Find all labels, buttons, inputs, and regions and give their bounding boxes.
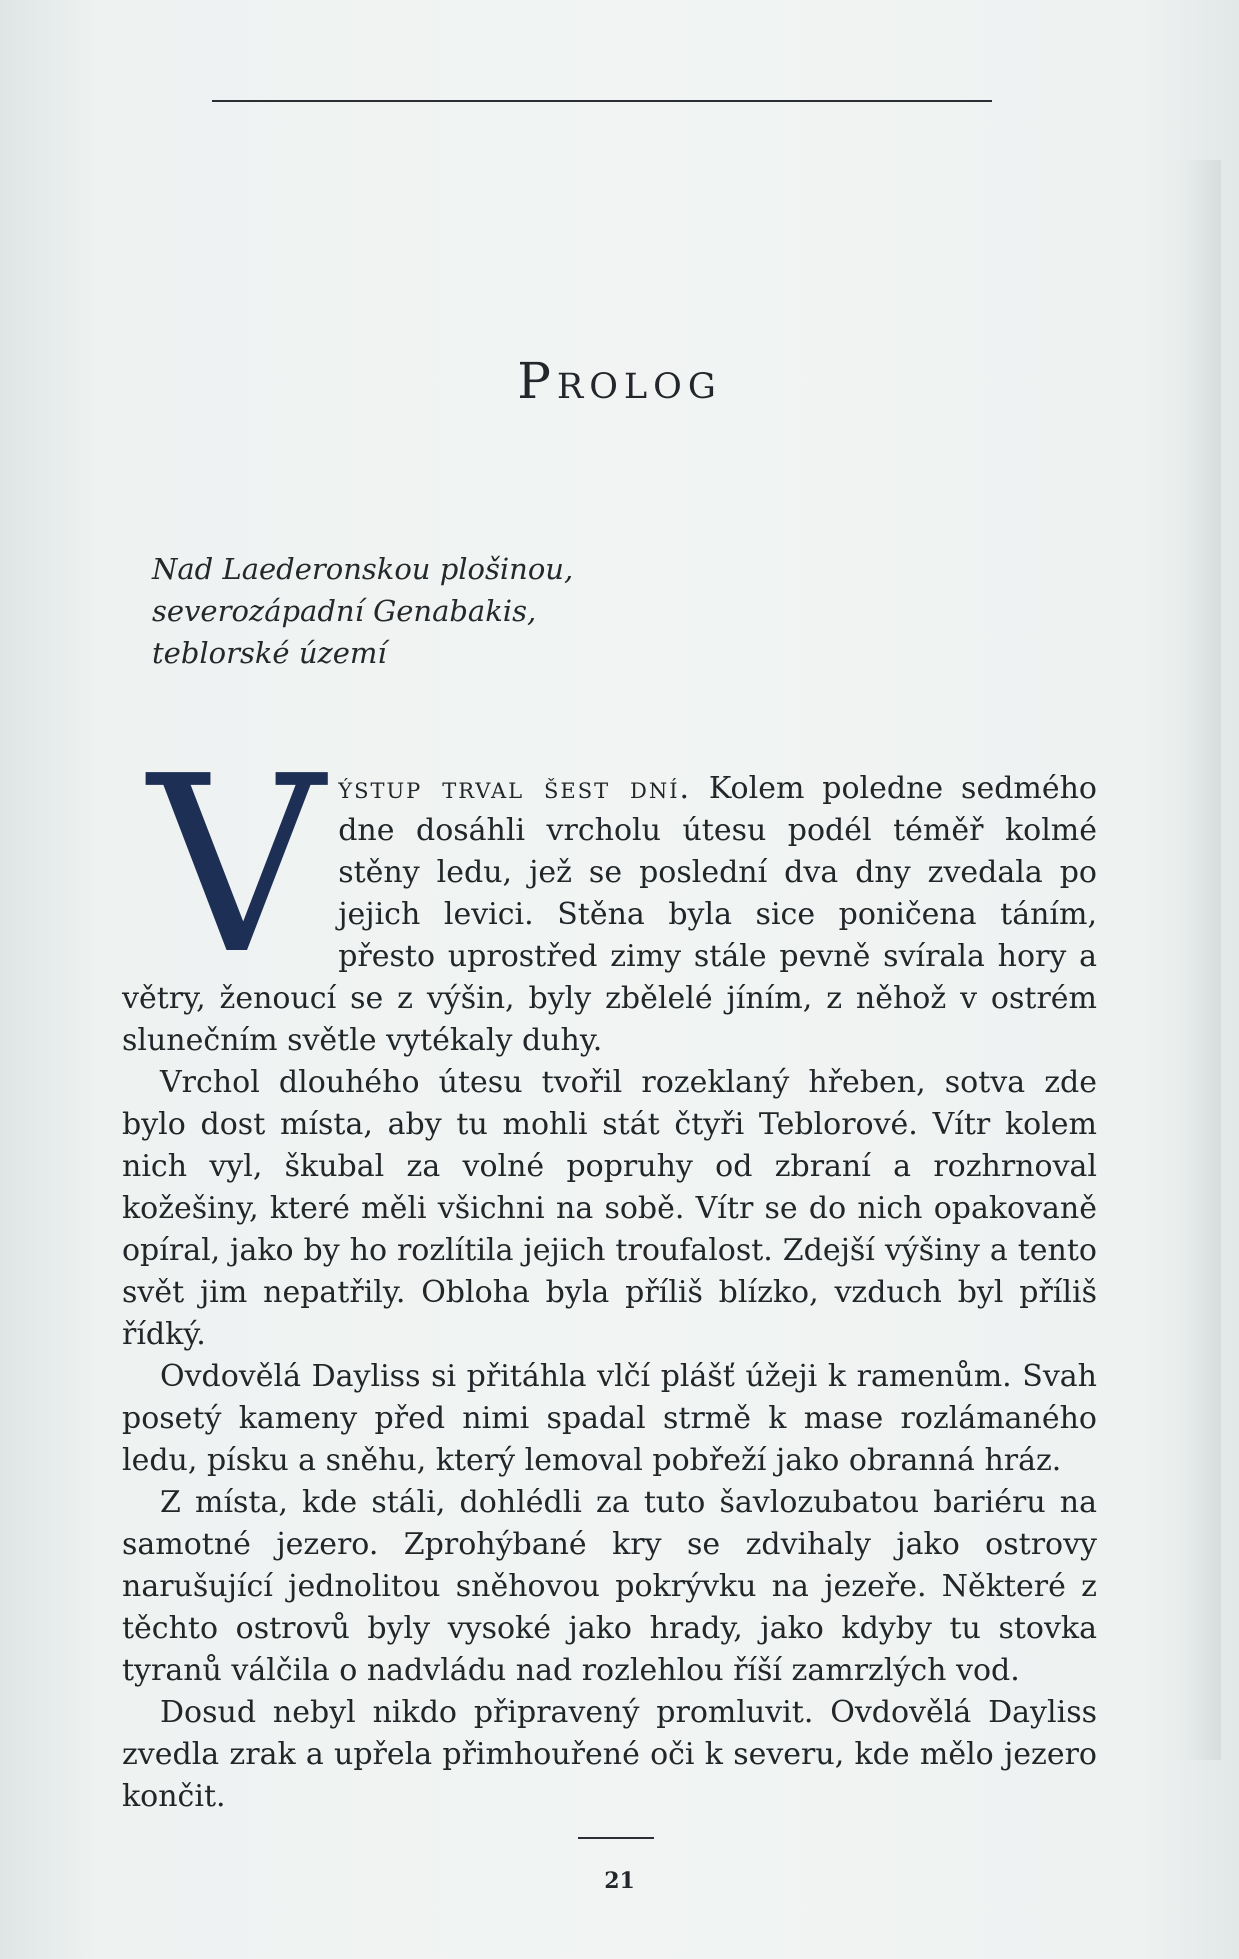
epigraph-line: Nad Laederonskou plošinou, xyxy=(152,552,574,586)
paragraph-4: Z místa, kde stáli, dohlédli za tuto šavlozubatou bariéru na samotné jezero. Zprohýbané kry se zdvihaly jako ostrovy narušující jednolitou sněhovou pokrývku na jezeře. Některé z těchto ostrovů byly vysoké jako hrady, jako kdyby tu stovka tyranů válčila o nadvládu nad rozlehlou říší zamrzlých vod. xyxy=(122,1485,1097,1688)
footer-rule xyxy=(578,1837,654,1839)
chapter-body xyxy=(122,724,1097,1818)
chapter-title: Prolog xyxy=(517,352,722,410)
epigraph xyxy=(152,548,852,674)
paragraph-3: Ovdovělá Dayliss si přitáhla vlčí plášť úžeji k ramenům. Svah posetý kameny před nimi spadal strmě k mase rozlámaného ledu, písku a sněhu, který lemoval pobřeží jako obranná hráz. xyxy=(122,1359,1097,1478)
epigraph-line: teblorské území xyxy=(152,636,387,670)
drop-cap: V xyxy=(148,724,325,1008)
epigraph-line: severozápadní Genabakis, xyxy=(152,594,537,628)
lead-in: ýstup trval šest dní. xyxy=(338,771,692,806)
paragraph-5: Dosud nebyl nikdo připravený promluvit. Ovdovělá Dayliss zvedla zrak a upřela přimhouřené oči k severu, kde mělo jezero končit. xyxy=(122,1695,1097,1814)
page-number: 21 xyxy=(604,1868,635,1894)
paragraph-text: Kolem poledne sedmého dne dosáhli vrcholu útesu podél téměř kolmé stěny ledu, jež se poslední dva dny zvedala po jejich levici. Stěna byla sice poničena táním, přesto uprostřed zimy stále pevně svírala hory a větry, ženoucí se z výšin, byly zbělelé jíním, z něhož v ostrém slunečním světle vytékaly duhy. xyxy=(122,771,1097,1058)
header-rule xyxy=(212,100,992,102)
paragraph-1 xyxy=(122,724,1097,1062)
paragraph-2: Vrchol dlouhého útesu tvořil rozeklaný hřeben, sotva zde bylo dost místa, aby tu mohli stát čtyři Teblorové. Vítr kolem nich vyl, škubal za volné popruhy od zbraní a rozhrnoval kožešiny, které měli všichni na sobě. Vítr se do nich opakovaně opíral, jako by ho rozlítila jejich troufalost. Zdejší výšiny a tento svět jim nepatřily. Obloha byla příliš blízko, vzduch byl příliš řídký. xyxy=(122,1065,1097,1352)
